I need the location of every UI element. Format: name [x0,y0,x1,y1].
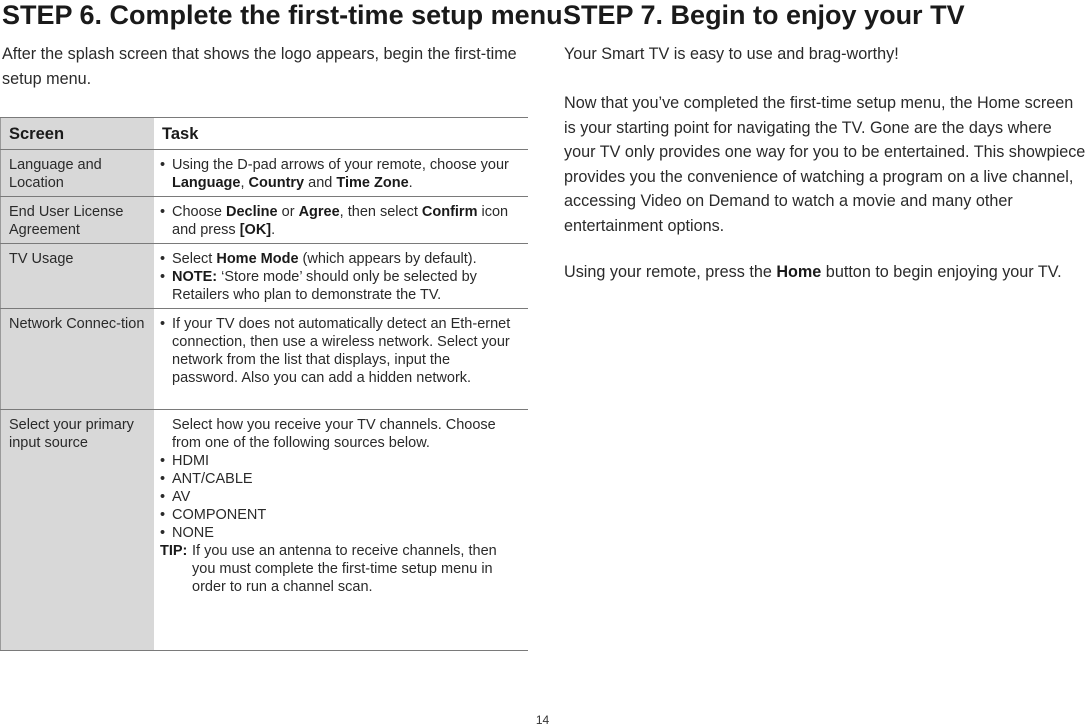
source-option: • COMPONENT [160,506,520,524]
task-cell [154,410,528,651]
source-option: • ANT/CABLE [160,470,520,488]
home-button-label: Home [776,263,822,281]
tip-text: If you use an antenna to receive channels, then you must complete the first-time setup menu in order to run a channel scan. [192,543,497,595]
tip-note [160,542,520,596]
table-row [1,410,529,651]
task-bullet: • Choose Decline or Agree, then select Confirm icon and press [OK]. [160,203,520,239]
task-cell [154,309,528,410]
task-bullet: • Select Home Mode (which appears by default). [160,250,520,268]
table-row [1,197,529,244]
screen-cell: Language and Location [1,150,155,197]
page-number: 14 [535,713,550,727]
task-cell [154,150,528,197]
screen-cell: Select your primary input source [1,410,155,651]
task-bullet: • If your TV does not automatically detect an Eth-ernet connection, then use a wireless network. Select your network from the list that displays, input the password. Also you can add a hidden network. [160,315,520,387]
step7-paragraph-2: Now that you’ve completed the first-time setup menu, the Home screen is your starting point for navigating the TV. Gone are the days where your TV only provides one way for you to be entertained. This showpiece provides you the convenience of watching a program on a live channel, accessing Video on Demand to watch a movie and many other entertainment options. [564,94,1085,235]
task-bullet: • NOTE: ‘Store mode’ should only be selected by Retailers who plan to demonstrate the TV. [160,268,520,304]
step6-heading: STEP 6. Complete the first-time setup menu [2,0,563,30]
source-option: • HDMI [160,452,520,470]
table-header-row [1,118,529,150]
source-option: • AV [160,488,520,506]
table-row [1,244,529,309]
source-option: • NONE [160,524,520,542]
screen-cell: TV Usage [1,244,155,309]
step7-paragraph-3: Using your remote, press the Home button to begin enjoying your TV. [564,263,1062,281]
screen-cell: Network Connec-tion [1,309,155,410]
task-bullet: • Using the D-pad arrows of your remote, choose your Language, Country and Time Zone. [160,156,520,192]
step7-heading: STEP 7. Begin to enjoy your TV [563,0,965,30]
task-cell [154,244,528,309]
table-row [1,150,529,197]
col-header-screen: Screen [1,118,155,150]
tip-label: TIP: [160,543,188,559]
table-row [1,309,529,410]
step6-intro: After the splash screen that shows the logo appears, begin the first-time setup menu. [2,45,517,88]
task-cell [154,197,528,244]
setup-table [0,117,528,651]
step7-paragraph-1: Your Smart TV is easy to use and brag-worthy! [564,45,899,63]
screen-cell: End User License Agreement [1,197,155,244]
source-intro: Select how you receive your TV channels. Choose from one of the following sources below. [172,417,496,451]
col-header-task: Task [154,118,528,150]
